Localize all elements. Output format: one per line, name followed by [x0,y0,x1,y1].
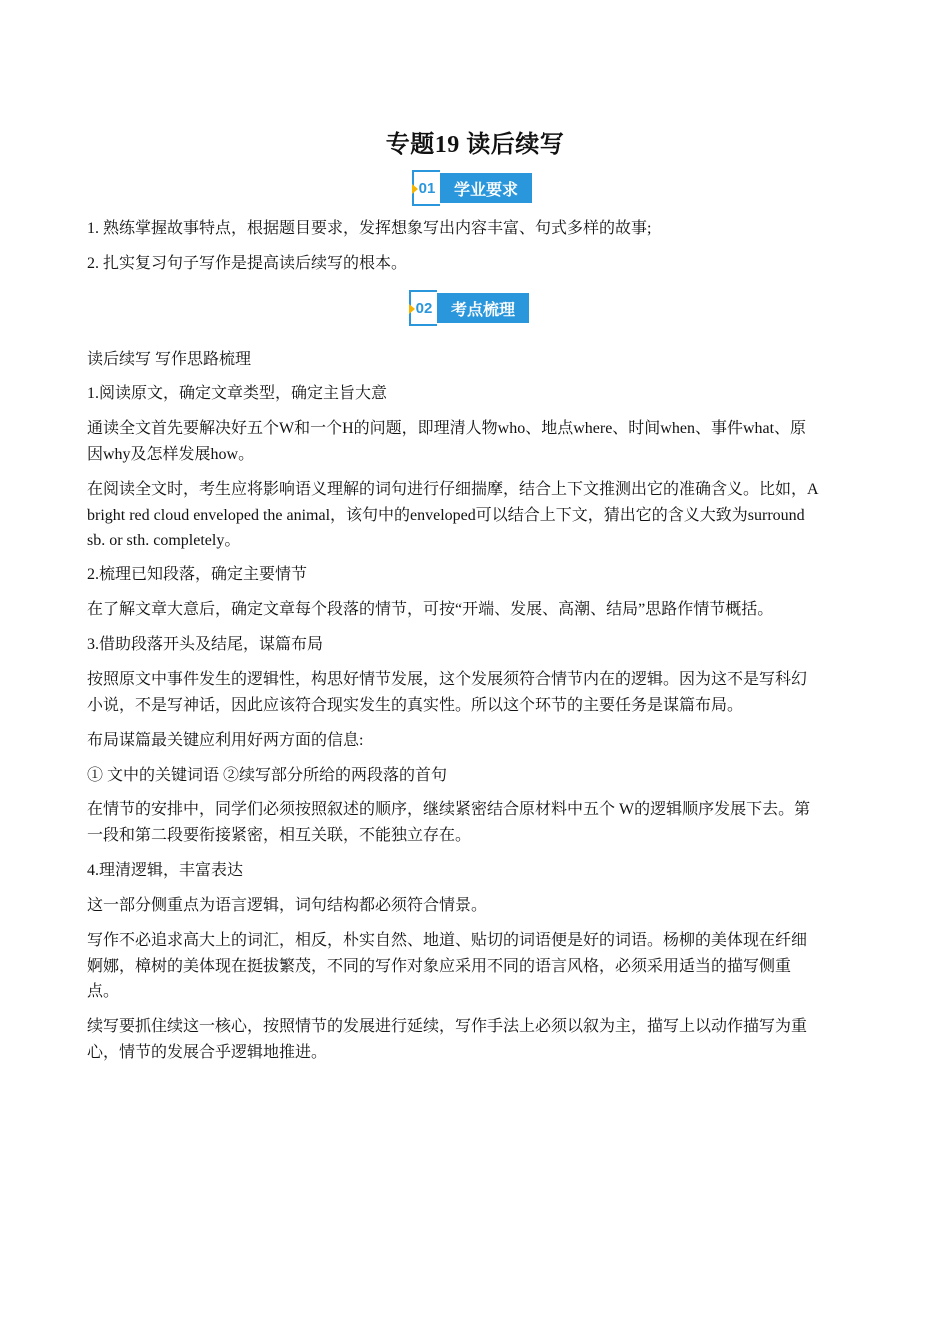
body-paragraph: 写作不必追求高大上的词汇，相反，朴实自然、地道、贴切的词语便是好的词语。杨柳的美体现在纤细婀娜，樟树的美体现在挺拔繁茂，不同的写作对象应采用不同的语言风格，必须采用适当的描写侧重点。 [87,932,808,1000]
step-heading: 1.阅读原文，确定文章类型，确定主旨大意 [87,385,388,402]
triangle-marker-icon [412,184,418,194]
body-paragraph: 按照原文中事件发生的逻辑性，构思好情节发展，这个发展须符合情节内在的逻辑。因为这不是写科幻小说，不是写神话，因此应该符合现实发生的真实性。所以这个环节的主要任务是谋篇布局。 [87,671,808,714]
body-paragraph: 通读全文首先要解决好五个W和一个H的问题，即理清人物who、地点where、时间when、事件what、原因why及怎样发展how。 [87,420,807,463]
section-label: 学业要求 [440,173,532,203]
requirement-item: 1. 熟练掌握故事特点，根据题目要求，发挥想象写出内容丰富、句式多样的故事; [87,220,652,237]
body-paragraph: 在情节的安排中，同学们必须按照叙述的顺序，继续紧密结合原材料中五个 W的逻辑顺序发展下去。第一段和第二段要衔接紧密，相互关联，不能独立存在。 [87,801,811,844]
body-paragraph: 在阅读全文时，考生应将影响语义理解的词句进行仔细揣摩，结合上下文推测出它的准确含义。比如，A bright red cloud enveloped the animal，该句中的enveloped可以结合上下文，猜出它的含义大致为surround sb. or sth. completely。 [87,481,818,549]
section-badge-academic-requirements [412,170,532,206]
section-number: 02 [415,299,433,317]
step-heading: 2.梳理已知段落，确定主要情节 [87,566,308,583]
body-paragraph: ① 文中的关键词语 ②续写部分所给的两段落的首句 [87,767,448,784]
body-paragraph: 布局谋篇最关键应利用好两方面的信息: [87,732,364,749]
section-number: 01 [418,179,436,197]
page-title: 专题19 读后续写 [385,132,565,158]
body-paragraph: 这一部分侧重点为语言逻辑，词句结构都必须符合情景。 [87,897,488,914]
body-paragraph: 在了解文章大意后，确定文章每个段落的情节，可按“开端、发展、高潮、结局”思路作情节概括。 [87,601,774,618]
step-heading: 4.理清逻辑，丰富表达 [87,862,244,879]
triangle-marker-icon [409,304,415,314]
section-number-box [409,290,437,326]
requirement-item: 2. 扎实复习句子写作是提高读后续写的根本。 [87,255,408,272]
step-heading: 3.借助段落开头及结尾，谋篇布局 [87,636,324,653]
subheading: 读后续写 写作思路梳理 [87,351,252,368]
section-badge-key-points [409,290,529,326]
section-label: 考点梳理 [437,293,529,323]
body-paragraph: 续写要抓住续这一核心，按照情节的发展进行延续，写作手法上必须以叙为主，描写上以动作描写为重心，情节的发展合乎逻辑地推进。 [87,1018,808,1061]
section-number-box [412,170,440,206]
